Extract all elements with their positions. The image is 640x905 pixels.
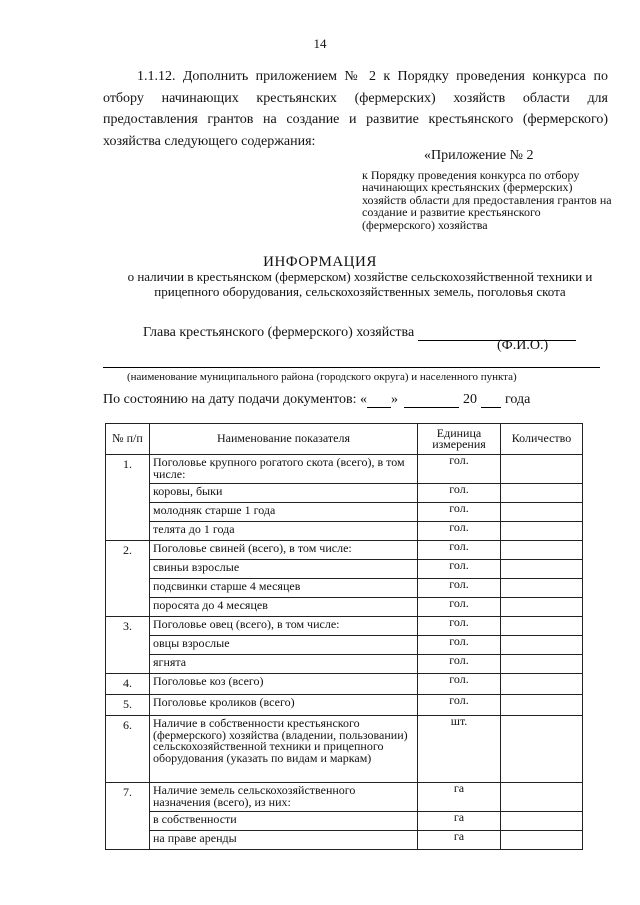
qty-cell[interactable]: [501, 617, 583, 636]
row-unit: га: [418, 783, 501, 812]
date-year-prefix: 20: [463, 392, 477, 407]
appendix-title: «Приложение № 2: [424, 148, 534, 163]
livestock-table: [105, 423, 583, 850]
row-label: подсвинки старше 4 месяцев: [150, 579, 418, 598]
qty-cell[interactable]: [501, 783, 583, 812]
row-label: Поголовье крупного рогатого скота (всего), в том числе:: [150, 455, 418, 484]
row-unit: гол.: [418, 655, 501, 674]
table-row: [106, 783, 583, 812]
table-row: [106, 674, 583, 695]
qty-cell[interactable]: [501, 455, 583, 484]
row-label: Поголовье овец (всего), в том числе:: [150, 617, 418, 636]
table-row: [106, 484, 583, 503]
row-unit: шт.: [418, 716, 501, 783]
table-row: [106, 522, 583, 541]
qty-cell[interactable]: [501, 522, 583, 541]
row-unit: гол.: [418, 674, 501, 695]
date-suffix: года: [505, 392, 531, 407]
qty-cell[interactable]: [501, 579, 583, 598]
row-number: 3.: [106, 617, 150, 674]
row-unit: га: [418, 831, 501, 850]
row-label: Наличие в собственности крестьянского (фермерского) хозяйства (владении, пользовании) сельскохозяйственной техники и прицепного оборудования (указать по видам и маркам): [150, 716, 418, 783]
row-number: 4.: [106, 674, 150, 695]
qty-cell[interactable]: [501, 655, 583, 674]
table-row: [106, 655, 583, 674]
row-label: Поголовье кроликов (всего): [150, 695, 418, 716]
table-row: [106, 716, 583, 783]
header-qty: Количество: [501, 424, 583, 455]
row-unit: гол.: [418, 541, 501, 560]
table-row: [106, 636, 583, 655]
table-row: [106, 579, 583, 598]
intro-paragraph: [103, 66, 608, 152]
municipality-field[interactable]: [103, 367, 600, 368]
intro-text: 1.1.12. Дополнить приложением № 2 к Порядку проведения конкурса по отбору начинающих крестьянских (фермерских) хозяйств области для предоставления грантов на создание и развитие крестьянского (фермерского) хозяйства следующего содержания:: [103, 69, 608, 149]
table-row: [106, 695, 583, 716]
row-unit: гол.: [418, 598, 501, 617]
appendix-text: к Порядку проведения конкурса по отбору начинающих крестьянских (фермерских) хозяйств области для предоставления грантов на создание и развитие крестьянского (фермерского) хозяйства: [362, 167, 612, 232]
row-number: 6.: [106, 716, 150, 783]
row-label: Поголовье свиней (всего), в том числе:: [150, 541, 418, 560]
row-label: поросята до 4 месяцев: [150, 598, 418, 617]
row-label: свиньи взрослые: [150, 560, 418, 579]
date-day-field[interactable]: [367, 394, 391, 408]
row-unit: гол.: [418, 503, 501, 522]
row-label: в собственности: [150, 812, 418, 831]
table-row: [106, 617, 583, 636]
table-row: [106, 560, 583, 579]
header-num: № п/п: [106, 424, 150, 455]
row-label: телята до 1 года: [150, 522, 418, 541]
qty-cell[interactable]: [501, 812, 583, 831]
table-row: [106, 503, 583, 522]
row-unit: гол.: [418, 522, 501, 541]
table-row: [106, 831, 583, 850]
date-year-field[interactable]: [481, 394, 501, 408]
row-number: 7.: [106, 783, 150, 850]
table-row: [106, 541, 583, 560]
qty-cell[interactable]: [501, 598, 583, 617]
date-month-field[interactable]: [404, 394, 459, 408]
date-prefix: По состоянию на дату подачи документов: «: [103, 392, 367, 407]
table-row: [106, 598, 583, 617]
row-label: ягнята: [150, 655, 418, 674]
row-unit: гол.: [418, 579, 501, 598]
row-unit: гол.: [418, 617, 501, 636]
qty-cell[interactable]: [501, 541, 583, 560]
fio-label: (Ф.И.О.): [497, 338, 549, 353]
date-mid: »: [391, 392, 398, 407]
qty-cell[interactable]: [501, 560, 583, 579]
row-unit: гол.: [418, 695, 501, 716]
row-number: 2.: [106, 541, 150, 617]
appendix-block: [362, 150, 612, 231]
qty-cell[interactable]: [501, 716, 583, 783]
qty-cell[interactable]: [501, 636, 583, 655]
row-unit: гол.: [418, 636, 501, 655]
row-unit: га: [418, 812, 501, 831]
row-label: на праве аренды: [150, 831, 418, 850]
qty-cell[interactable]: [501, 831, 583, 850]
form-title: ИНФОРМАЦИЯ: [263, 254, 377, 270]
qty-cell[interactable]: [501, 503, 583, 522]
qty-cell[interactable]: [501, 674, 583, 695]
form-subtitle: о наличии в крестьянском (фермерском) хозяйстве сельскохозяйственной техники и прицепного оборудования, сельскохозяйственных земель, поголовья скота: [127, 269, 593, 299]
row-number: 1.: [106, 455, 150, 541]
qty-cell[interactable]: [501, 695, 583, 716]
row-label: Наличие земель сельскохозяйственного назначения (всего), из них:: [150, 783, 418, 812]
qty-cell[interactable]: [501, 484, 583, 503]
head-of-farm-label: Глава крестьянского (фермерского) хозяйства: [143, 325, 415, 340]
row-unit: гол.: [418, 455, 501, 484]
header-unit: Единица измерения: [418, 424, 501, 455]
table-row: [106, 812, 583, 831]
row-unit: гол.: [418, 484, 501, 503]
table-row: [106, 455, 583, 484]
header-name: Наименование показателя: [150, 424, 418, 455]
row-label: молодняк старше 1 года: [150, 503, 418, 522]
page-number: 14: [313, 36, 327, 51]
date-line: [103, 392, 530, 408]
row-number: 5.: [106, 695, 150, 716]
row-unit: гол.: [418, 560, 501, 579]
table-header-row: [106, 424, 583, 455]
row-label: овцы взрослые: [150, 636, 418, 655]
municipality-caption: (наименование муниципального района (городского округа) и населенного пункта): [127, 371, 517, 383]
row-label: коровы, быки: [150, 484, 418, 503]
row-label: Поголовье коз (всего): [150, 674, 418, 695]
